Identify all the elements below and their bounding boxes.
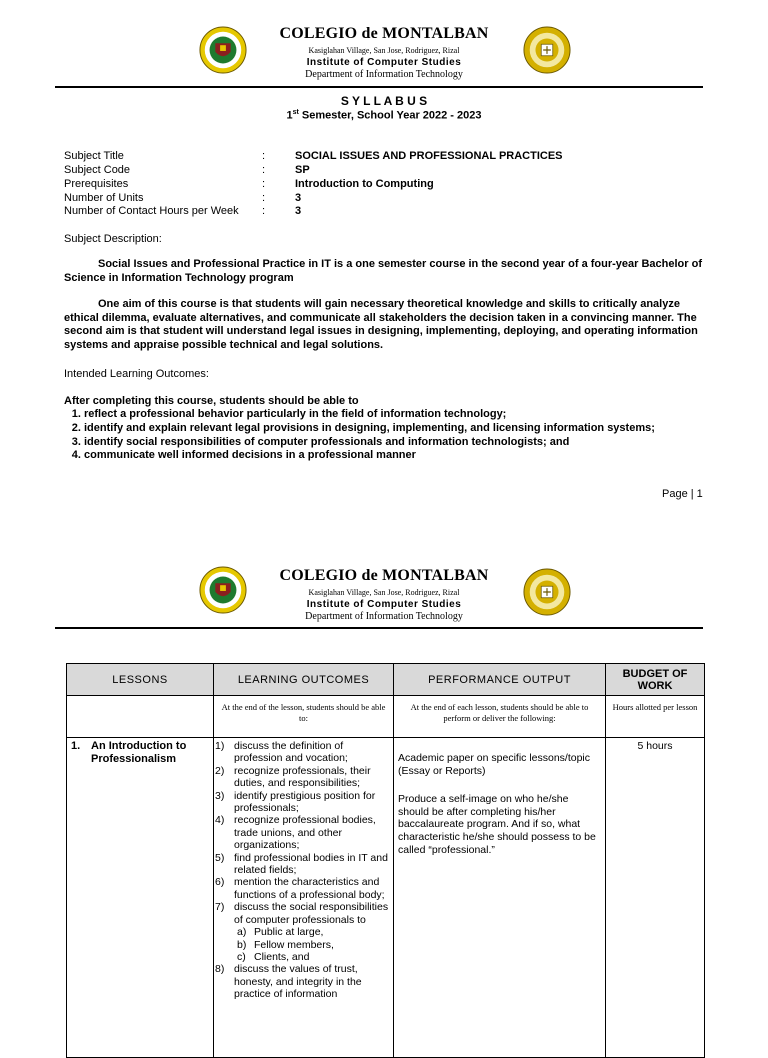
sub-outcome-item: c) Clients, and bbox=[237, 950, 310, 963]
table-cell: At the end of the lesson, students should be able to: bbox=[214, 696, 394, 738]
department-name: Department of Information Technology bbox=[305, 611, 463, 622]
column-header: PERFORMANCE OUTPUT bbox=[394, 664, 606, 696]
info-value: 3 bbox=[295, 205, 302, 217]
performance-cell bbox=[394, 738, 606, 1058]
column-header: LESSONS bbox=[67, 664, 214, 696]
outcome-item: 6) mention the characteristics and functions of a professional body; bbox=[215, 876, 385, 901]
description-paragraph-2: One aim of this course is that students will gain necessary theoretical knowledge and skills to critically analyze ethical dilemma, evaluate alternatives, and communicate all stakeholders the decision taken in a convincing manner. The second aim is that student will understand legal issues in designing, implementing, deploying, and operating information systems and appraise possible technical and legal solutions. bbox=[64, 298, 698, 351]
lesson-cell bbox=[67, 738, 214, 1058]
institute-name: Institute of Computer Studies bbox=[306, 599, 462, 610]
outcome-item: 4) recognize professional bodies, trade unions, and other organizations; bbox=[215, 814, 376, 852]
info-colon: : bbox=[262, 192, 266, 204]
sub-outcome-item: a) Public at large, bbox=[237, 926, 324, 939]
outcome-item: 5) find professional bodies in IT and related fields; bbox=[215, 851, 388, 877]
info-label: Subject Code bbox=[64, 164, 131, 176]
outcome-item: 8) discuss the values of trust, honesty, and integrity in the practice of information bbox=[215, 963, 362, 1001]
info-row bbox=[64, 163, 130, 177]
header-divider bbox=[55, 86, 703, 88]
ics-seal-icon bbox=[523, 26, 571, 74]
lesson-number: 1. bbox=[71, 740, 81, 752]
info-value: 3 bbox=[295, 192, 302, 204]
ilo-item: 4. communicate well informed decisions in a professional manner bbox=[84, 449, 714, 463]
college-address: Kasiglahan Village, San Jose, Rodriguez, Rizal bbox=[308, 588, 460, 597]
page-number: Page | 1 bbox=[662, 488, 703, 500]
college-name: COLEGIO de MONTALBAN bbox=[279, 25, 489, 42]
lesson-title: An Introduction to Professionalism bbox=[91, 740, 187, 765]
info-label: Subject Title bbox=[64, 150, 124, 162]
table-row bbox=[67, 738, 705, 1058]
outcome-item: 7) discuss the social responsibilities of computer professionals to a) Public at large, b) Fellow members, c) Clients, and bbox=[234, 901, 391, 963]
info-row bbox=[64, 191, 143, 205]
outcome-item: 3) identify prestigious position for professionals; bbox=[215, 789, 376, 815]
info-value: SP bbox=[295, 164, 310, 176]
table-subheader-row bbox=[67, 696, 705, 738]
info-colon: : bbox=[262, 150, 266, 162]
table-header-row bbox=[67, 664, 705, 696]
department-name: Department of Information Technology bbox=[305, 69, 463, 80]
budget-cell: 5 hours bbox=[606, 738, 705, 1058]
info-colon: : bbox=[262, 205, 266, 217]
college-address: Kasiglahan Village, San Jose, Rodriguez, Rizal bbox=[308, 46, 460, 55]
column-header: BUDGET OF WORK bbox=[606, 664, 705, 696]
college-name: COLEGIO de MONTALBAN bbox=[279, 567, 489, 584]
table-cell bbox=[67, 696, 214, 738]
ilo-list bbox=[64, 408, 714, 463]
table-cell: At the end of each lesson, students should be able to perform or deliver the following: bbox=[394, 696, 606, 738]
outcomes-cell bbox=[214, 738, 394, 1058]
outcome-item: 1) discuss the definition of profession and vocation; bbox=[215, 740, 348, 765]
semester-line: 1st Semester, School Year 2022 - 2023 bbox=[286, 109, 482, 122]
info-label: Number of Units bbox=[64, 192, 144, 204]
performance-item: Academic paper on specific lessons/topic (Essay or Reports) bbox=[398, 752, 591, 777]
institute-name: Institute of Computer Studies bbox=[306, 57, 462, 68]
info-value: SOCIAL ISSUES AND PROFESSIONAL PRACTICES bbox=[295, 150, 563, 162]
ilo-label: Intended Learning Outcomes: bbox=[64, 368, 209, 380]
info-row bbox=[64, 177, 128, 191]
info-label: Prerequisites bbox=[64, 178, 129, 190]
lesson-table bbox=[66, 663, 705, 1058]
table-cell: Hours allotted per lesson bbox=[606, 696, 705, 738]
ics-seal-icon bbox=[523, 568, 571, 616]
outcome-item: 2) recognize professionals, their duties, and responsibilities; bbox=[215, 764, 371, 790]
ilo-item: 3. identify social responsibilities of computer professionals and information technologists; and bbox=[84, 436, 714, 450]
header-divider bbox=[55, 627, 703, 629]
performance-item: Produce a self-image on who he/she should be after completing his/her baccalaureate program. And if so, what characteristic he/she should possess to be called “professional.” bbox=[398, 793, 596, 856]
info-row bbox=[64, 204, 239, 218]
info-colon: : bbox=[262, 164, 266, 176]
syllabus-title: S Y L L A B U S bbox=[340, 94, 428, 108]
info-label: Number of Contact Hours per Week bbox=[64, 205, 239, 217]
ilo-item: 1. reflect a professional behavior particularly in the field of information technology; bbox=[84, 408, 714, 422]
info-value: Introduction to Computing bbox=[295, 178, 434, 190]
ilo-intro: After completing this course, students should be able to bbox=[64, 395, 359, 407]
column-header: LEARNING OUTCOMES bbox=[214, 664, 394, 696]
sub-outcome-item: b) Fellow members, bbox=[237, 938, 334, 951]
description-label: Subject Description: bbox=[64, 233, 162, 245]
info-row bbox=[64, 149, 124, 163]
description-paragraph-1: Social Issues and Professional Practice in IT is a one semester course in the second year of a four-year Bachelor of Science in Information Technology program bbox=[64, 258, 702, 284]
info-colon: : bbox=[262, 178, 266, 190]
ilo-item: 2. identify and explain relevant legal provisions in designing, implementing, and licensing information systems; bbox=[84, 422, 714, 436]
